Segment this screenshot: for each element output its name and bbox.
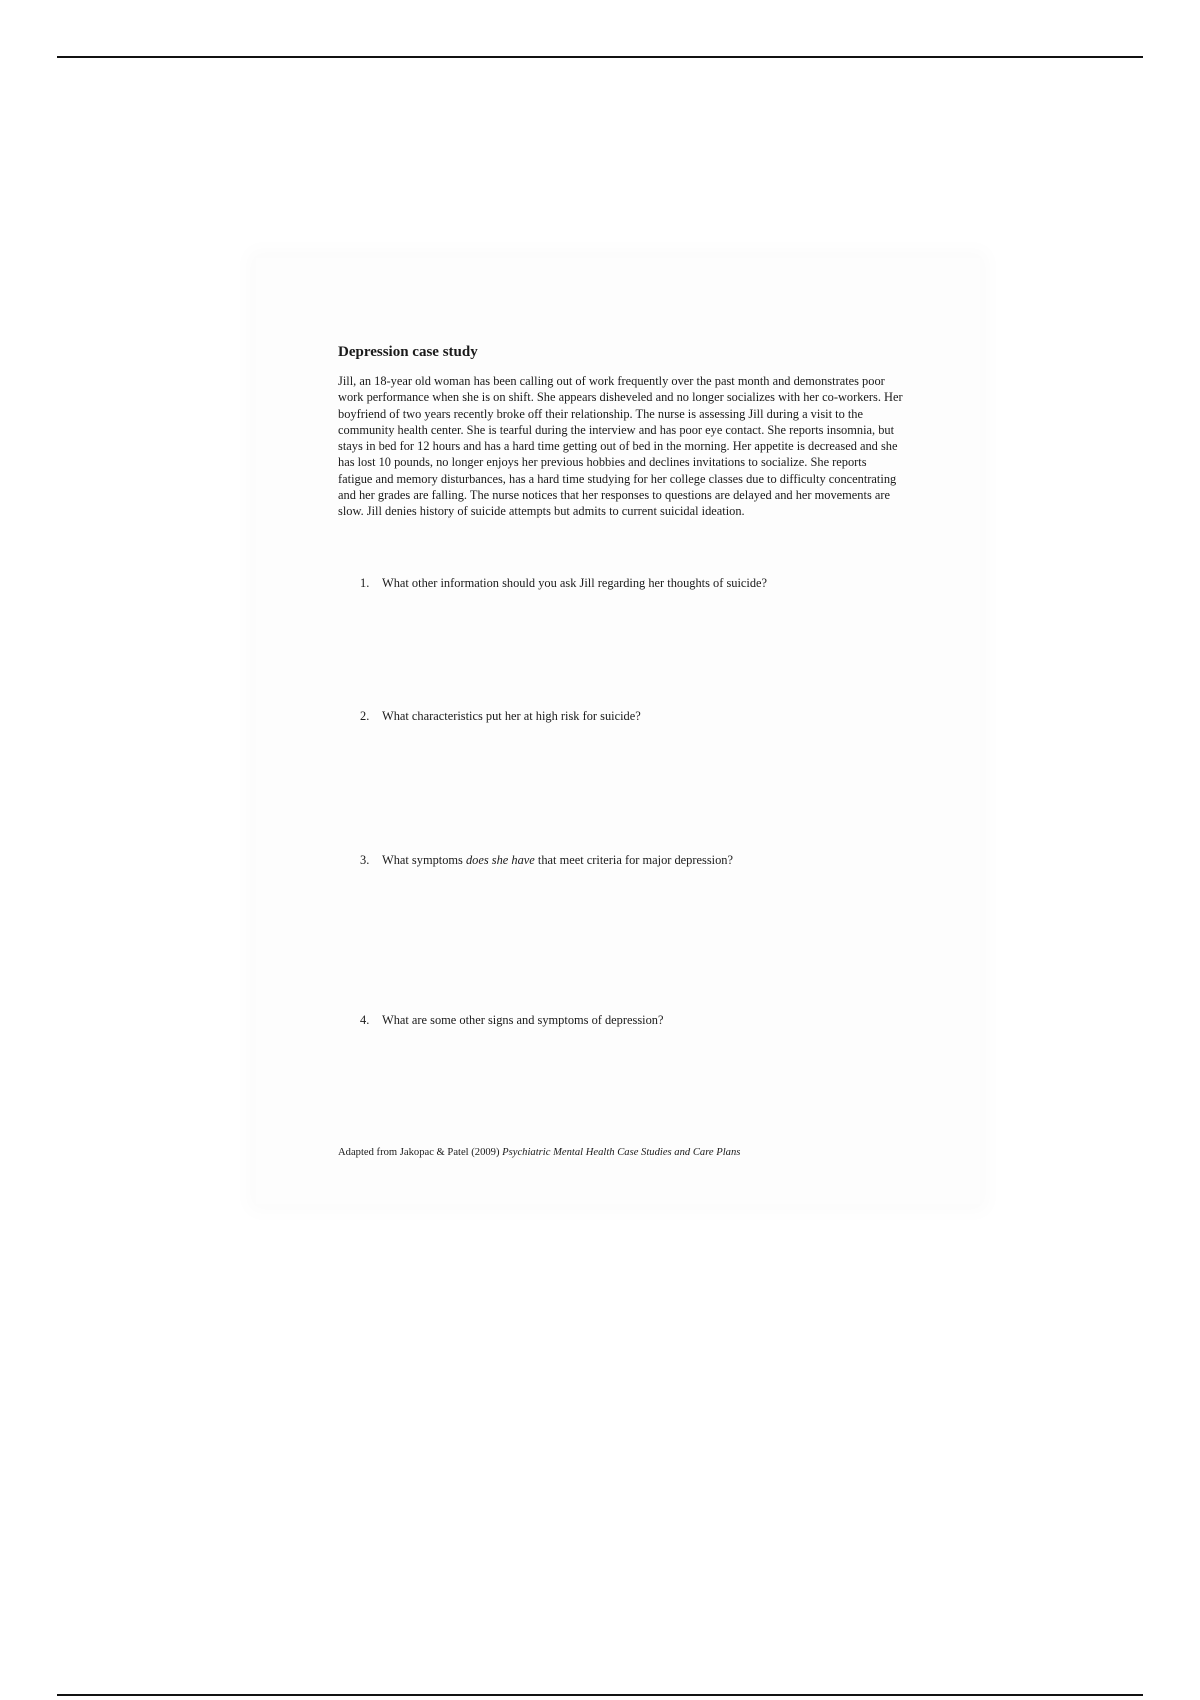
question-3 <box>360 852 733 868</box>
document-content <box>338 344 904 1158</box>
bottom-divider <box>57 1694 1143 1696</box>
question-text-after: that meet criteria for major depression? <box>534 853 733 867</box>
question-text-before: What symptoms <box>382 853 466 867</box>
case-description: Jill, an 18-year old woman has been calling out of work frequently over the past month and demonstrates poor work performance when she is on shift. She appears disheveled and no longer socializes with her co-workers. Her boyfriend of two years recently broke off their relationship. The nurse is assessing Jill during a visit to the community health center. She is tearful during the interview and has poor eye contact. She reports insomnia, but stays in bed for 12 hours and has a hard time getting out of bed in the morning. Her appetite is decreased and she has lost 10 pounds, no longer enjoys her previous hobbies and declines invitations to socialize. She reports fatigue and memory disturbances, has a hard time studying for her college classes due to difficulty concentrating and her grades are falling. The nurse notices that her responses to questions are delayed and her movements are slow. Jill denies history of suicide attempts but admits to current suicidal ideation. <box>338 374 903 519</box>
question-number: 2. <box>360 709 370 723</box>
credit-source-title: Psychiatric Mental Health Case Studies and Care Plans <box>502 1147 741 1158</box>
top-divider <box>57 56 1143 58</box>
question-1 <box>360 575 767 591</box>
question-2 <box>360 708 641 724</box>
credit-prefix: Adapted from Jakopac & Patel (2009) <box>338 1147 503 1158</box>
question-text: What are some other signs and symptoms of depression? <box>382 1013 664 1027</box>
question-number: 4. <box>360 1013 370 1027</box>
question-text: What characteristics put her at high risk for suicide? <box>382 709 641 723</box>
question-4 <box>360 1012 663 1028</box>
document-title: Depression case study <box>338 344 478 360</box>
question-number: 1. <box>360 576 370 590</box>
source-credit <box>338 1146 740 1160</box>
question-number: 3. <box>360 853 370 867</box>
question-text: What other information should you ask Jill regarding her thoughts of suicide? <box>382 576 768 590</box>
question-text-emphasis: does she have <box>465 853 535 867</box>
